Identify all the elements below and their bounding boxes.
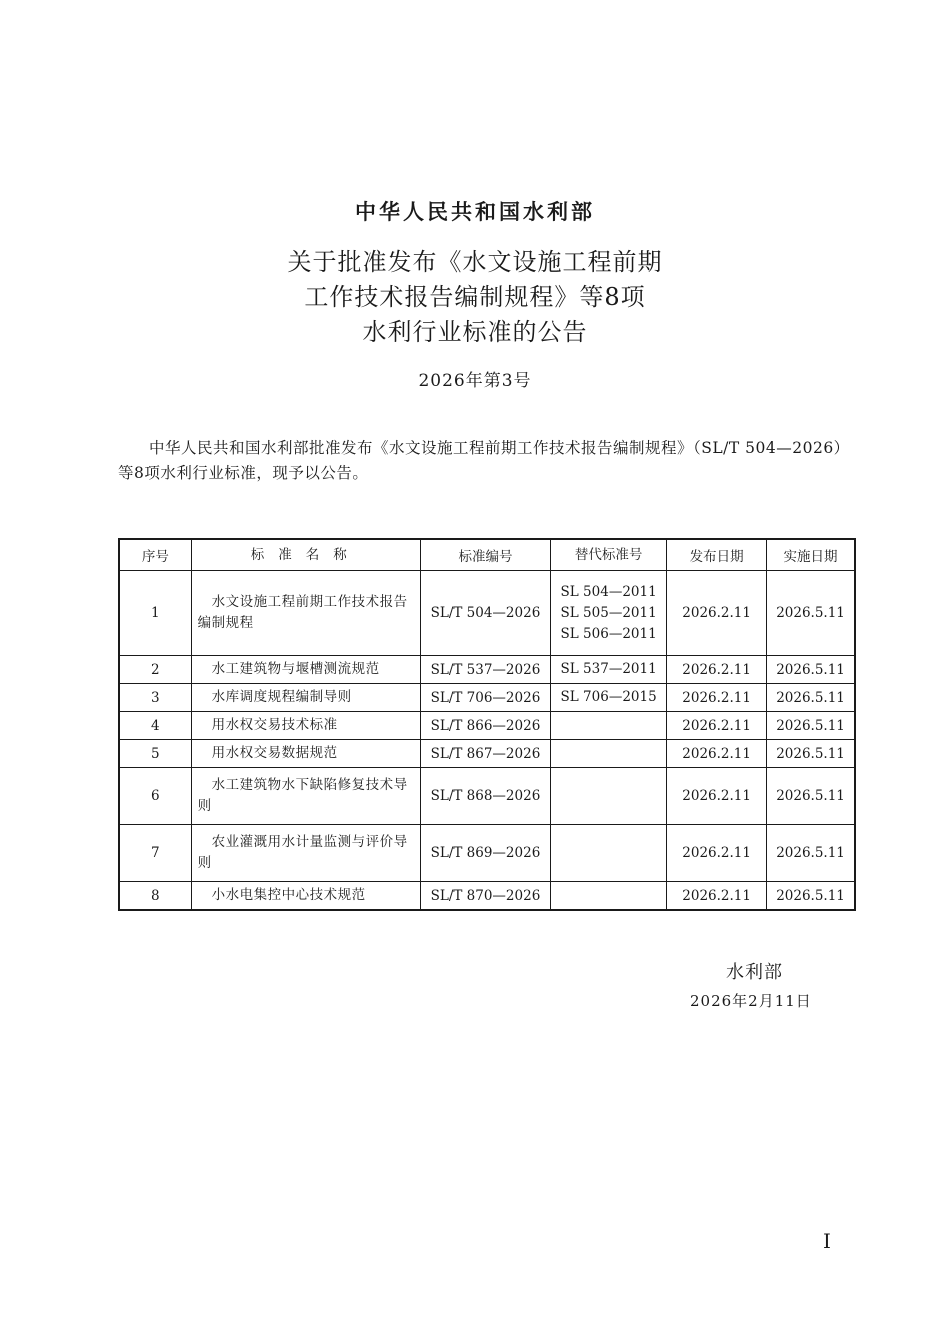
title-line-2: 工作技术报告编制规程》等8项 [304,283,646,311]
row-code: SL/T 868—2026 [420,768,550,825]
row-replaces [551,768,667,825]
row-code: SL/T 867—2026 [420,740,550,768]
row-effective: 2026.5.11 [767,768,855,825]
row-published: 2026.2.11 [667,684,767,712]
announcement-title [0,245,950,350]
row-effective: 2026.5.11 [767,882,855,911]
row-name-text: 小水电集控中心技术规范 [211,887,366,903]
row-index: 2 [119,656,191,684]
replaced-standard: SL 504—2011 [560,583,657,600]
table-row [119,768,855,825]
row-published: 2026.2.11 [667,768,767,825]
row-published: 2026.2.11 [667,712,767,740]
row-name [191,768,420,825]
signing-date: 2026年2月11日 [690,992,812,1010]
row-name-text: 水文设施工程前期工作技术报告编制规程 [197,594,408,631]
row-name [191,740,420,768]
row-effective: 2026.5.11 [767,656,855,684]
document-number: 2026年第3号 [418,371,532,391]
table-row [119,740,855,768]
row-name [191,656,420,684]
row-name-text: 用水权交易技术标准 [211,717,338,733]
row-name-text: 水工建筑物水下缺陷修复技术导则 [197,777,408,814]
row-code: SL/T 870—2026 [420,882,550,911]
row-effective: 2026.5.11 [767,712,855,740]
row-index: 3 [119,684,191,712]
signing-organization: 水利部 [726,962,783,983]
replaced-standard: SL 537—2011 [560,661,657,677]
row-published: 2026.2.11 [667,825,767,882]
standards-table [118,538,856,911]
row-index: 8 [119,882,191,911]
table-row [119,882,855,911]
row-index: 1 [119,571,191,656]
row-effective: 2026.5.11 [767,684,855,712]
row-published: 2026.2.11 [667,882,767,911]
table-row [119,712,855,740]
row-index: 7 [119,825,191,882]
replaced-standard: SL 506—2011 [560,625,657,642]
row-replaces [551,684,667,712]
row-replaces [551,825,667,882]
row-name [191,882,420,911]
row-code: SL/T 706—2026 [420,684,550,712]
title-line-3: 水利行业标准的公告 [362,318,588,346]
header-index: 序号 [119,539,191,571]
issuing-ministry: 中华人民共和国水利部 [355,199,595,224]
row-index: 5 [119,740,191,768]
header-code: 标准编号 [420,539,550,571]
header-replaces: 替代标准号 [551,539,667,571]
row-replaces [551,882,667,911]
row-name-text: 农业灌溉用水计量监测与评价导则 [197,834,408,871]
row-code: SL/T 504—2026 [420,571,550,656]
announcement-paragraph: 中华人民共和国水利部批准发布《水文设施工程前期工作技术报告编制规程》（SL/T 504—2026）等8项水利行业标准，现予以公告。 [118,439,850,482]
header-effective: 实施日期 [767,539,855,571]
row-name [191,825,420,882]
row-name [191,684,420,712]
table-header-row [119,539,855,571]
row-name-text: 用水权交易数据规范 [211,745,338,761]
row-name [191,712,420,740]
table-row [119,571,855,656]
row-effective: 2026.5.11 [767,571,855,656]
row-replaces [551,740,667,768]
row-published: 2026.2.11 [667,571,767,656]
table-row [119,825,855,882]
row-replaces [551,571,667,656]
row-name-text: 水库调度规程编制导则 [211,689,352,705]
header-published: 发布日期 [667,539,767,571]
header-name: 标准名称 [191,539,420,571]
row-replaces [551,712,667,740]
replaced-standard: SL 706—2015 [560,689,657,705]
row-published: 2026.2.11 [667,740,767,768]
row-index: 4 [119,712,191,740]
replaced-standard: SL 505—2011 [560,604,657,621]
row-index: 6 [119,768,191,825]
row-published: 2026.2.11 [667,656,767,684]
row-code: SL/T 866—2026 [420,712,550,740]
row-name-text: 水工建筑物与堰槽测流规范 [211,661,380,677]
title-line-1: 关于批准发布《水文设施工程前期 [287,248,663,276]
row-replaces [551,656,667,684]
row-effective: 2026.5.11 [767,740,855,768]
table-row [119,656,855,684]
row-name [191,571,420,656]
row-code: SL/T 869—2026 [420,825,550,882]
table-row [119,684,855,712]
row-effective: 2026.5.11 [767,825,855,882]
page-number: I [823,1229,831,1253]
row-code: SL/T 537—2026 [420,656,550,684]
